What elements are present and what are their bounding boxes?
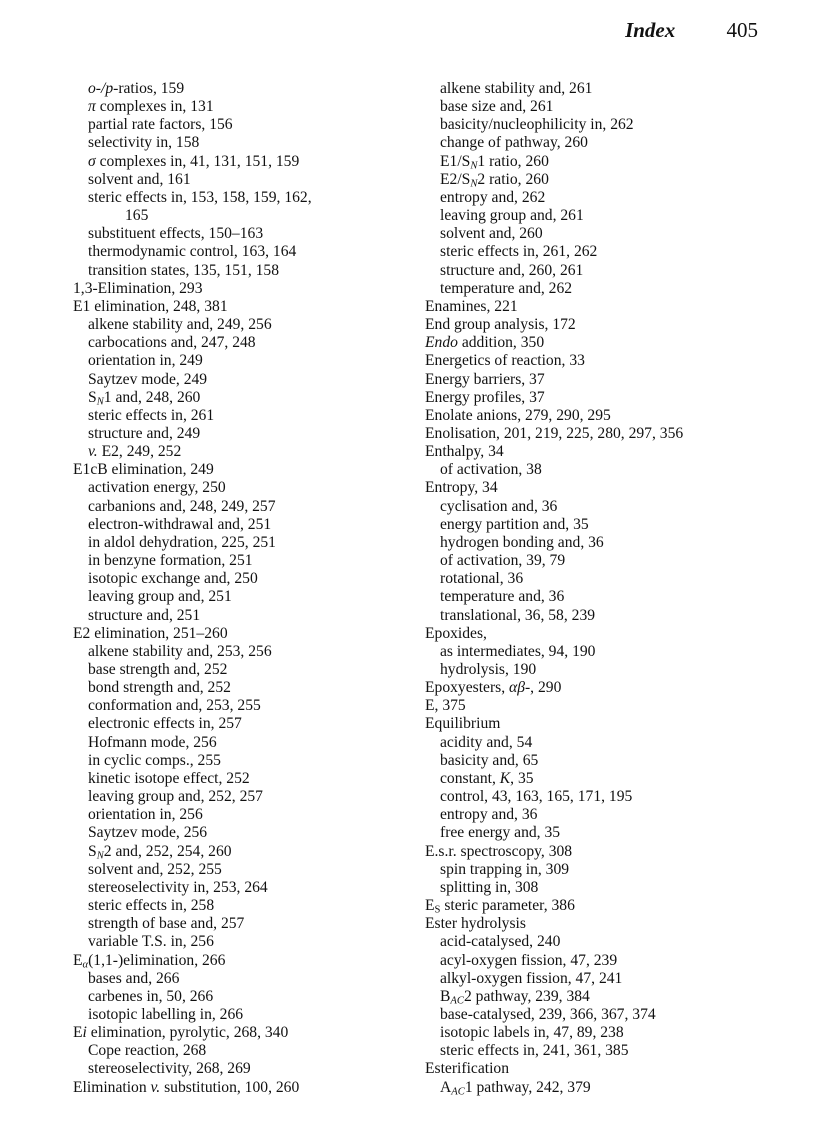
entry-text: Saytzev mode, 249 xyxy=(88,370,208,388)
index-subentry xyxy=(425,98,785,116)
index-subentry xyxy=(425,879,785,897)
entry-text: leaving group and, 251 xyxy=(88,588,232,606)
index-subentry xyxy=(425,643,785,661)
entry-text: complexes in, 131 xyxy=(95,98,214,116)
index-subentry xyxy=(73,316,403,334)
entry-text: selectivity in, 158 xyxy=(88,134,200,152)
index-subentry xyxy=(425,824,785,842)
entry-text: hydrogen bonding and, 36 xyxy=(440,533,604,551)
entry-text: solvent and, 161 xyxy=(88,170,191,188)
entry-text: temperature and, 36 xyxy=(440,588,565,606)
entry-text: in cyclic comps., 255 xyxy=(88,751,221,769)
index-subentry xyxy=(73,425,403,443)
running-header xyxy=(625,18,758,43)
index-subentry xyxy=(73,371,403,389)
index-column-right xyxy=(425,80,785,1097)
entry-text: alkyl-oxygen fission, 47, 241 xyxy=(440,969,623,987)
entry-text: Enolate anions, 279, 290, 295 xyxy=(425,406,611,424)
index-subentry xyxy=(425,116,785,134)
entry-text: complexes in, 41, 131, 151, 159 xyxy=(95,152,300,170)
entry-text: 165 xyxy=(125,207,149,225)
entry-text: constant, xyxy=(440,769,500,787)
entry-text: elimination, pyrolytic, 268, 340 xyxy=(86,1024,289,1042)
index-subentry xyxy=(425,988,785,1006)
index-entry xyxy=(73,461,403,479)
index-entry xyxy=(73,280,403,298)
index-subentry xyxy=(425,1024,785,1042)
entry-text: E2 elimination, 251–260 xyxy=(73,624,228,642)
entry-text: carbenes in, 50, 266 xyxy=(88,987,214,1005)
entry-text: solvent and, 252, 255 xyxy=(88,860,222,878)
entry-text: as intermediates, 94, 190 xyxy=(440,642,596,660)
entry-text: steric effects in, 241, 361, 385 xyxy=(440,1042,629,1060)
entry-text: base size and, 261 xyxy=(440,98,554,116)
entry-text: B xyxy=(440,987,451,1005)
index-entry xyxy=(425,407,785,425)
page-number: 405 xyxy=(726,18,758,42)
index-subentry xyxy=(73,897,403,915)
index-subentry xyxy=(425,1006,785,1024)
index-subentry xyxy=(73,806,403,824)
entry-text: i xyxy=(82,1024,87,1042)
index-subentry xyxy=(73,570,403,588)
index-subentry xyxy=(425,516,785,534)
entry-text: stereoselectivity, 268, 269 xyxy=(88,1060,251,1078)
entry-text: solvent and, 260 xyxy=(440,225,543,243)
entry-text: leaving group and, 261 xyxy=(440,207,584,225)
entry-text: π xyxy=(88,98,96,116)
entry-text: E.s.r. spectroscopy, 308 xyxy=(425,842,573,860)
entry-text: Endo xyxy=(425,334,458,352)
entry-text: hydrolysis, 190 xyxy=(440,661,537,678)
entry-text: addition, 350 xyxy=(457,334,545,352)
entry-text: steric parameter, 386 xyxy=(440,897,575,915)
index-entry xyxy=(73,952,403,970)
entry-text: Energetics of reaction, 33 xyxy=(425,352,585,370)
entry-text: isotopic labelling in, 266 xyxy=(88,1005,244,1023)
entry-text: Hofmann mode, 256 xyxy=(88,733,217,751)
index-subentry xyxy=(73,915,403,933)
entry-text: of activation, 39, 79 xyxy=(440,552,566,570)
index-subentry xyxy=(73,479,403,497)
entry-text: alkene stability and, 249, 256 xyxy=(88,316,272,334)
entry-text: in benzyne formation, 251 xyxy=(88,552,253,570)
index-entry xyxy=(425,334,785,352)
entry-text: Ester hydrolysis xyxy=(425,915,526,933)
index-subentry xyxy=(73,861,403,879)
entry-text: 2 pathway, 239, 384 xyxy=(463,987,590,1005)
index-subentry xyxy=(73,1006,403,1024)
index-entry xyxy=(425,389,785,407)
index-column-left xyxy=(73,80,403,1097)
entry-text: structure and, 249 xyxy=(88,424,201,442)
entry-text: (1,1-)elimination, 266 xyxy=(88,951,226,969)
entry-text: alkene stability and, 261 xyxy=(440,80,593,97)
index-subentry xyxy=(73,770,403,788)
index-subentry xyxy=(73,588,403,606)
entry-text: 1 pathway, 242, 379 xyxy=(464,1078,591,1096)
index-subentry xyxy=(425,952,785,970)
entry-text: Enamines, 221 xyxy=(425,297,518,315)
index-subentry xyxy=(425,262,785,280)
entry-text: activation energy, 250 xyxy=(88,479,226,497)
index-subentry xyxy=(425,498,785,516)
entry-text: carbocations and, 247, 248 xyxy=(88,334,256,352)
entry-text: Energy profiles, 37 xyxy=(425,388,545,406)
entry-text: acidity and, 54 xyxy=(440,733,533,751)
index-subentry xyxy=(425,80,785,98)
entry-text: E xyxy=(425,897,435,915)
entry-text: , 35 xyxy=(510,769,534,787)
entry-text: basicity/nucleophilicity in, 262 xyxy=(440,116,634,134)
index-subentry xyxy=(425,1079,785,1097)
index-subentry xyxy=(73,171,403,189)
index-subentry xyxy=(73,843,403,861)
entry-text: N xyxy=(96,396,104,408)
index-subentry xyxy=(73,389,403,407)
index-subentry xyxy=(425,243,785,261)
entry-text: E1cB elimination, 249 xyxy=(73,461,214,479)
entry-text: substitution, 100, 260 xyxy=(160,1078,300,1096)
index-entry xyxy=(73,625,403,643)
entry-text: strength of base and, 257 xyxy=(88,915,245,933)
entry-text: cyclisation and, 36 xyxy=(440,497,558,515)
index-subentry xyxy=(425,207,785,225)
index-entry xyxy=(425,425,785,443)
index-subentry xyxy=(425,861,785,879)
entry-text: steric effects in, 261 xyxy=(88,406,215,424)
entry-text: entropy and, 36 xyxy=(440,806,538,824)
index-entry xyxy=(425,479,785,497)
entry-text: steric effects in, 258 xyxy=(88,897,215,915)
entry-text: temperature and, 262 xyxy=(440,279,573,297)
index-subentry xyxy=(73,661,403,679)
entry-text: bond strength and, 252 xyxy=(88,679,231,697)
entry-text: base-catalysed, 239, 366, 367, 374 xyxy=(440,1005,656,1023)
index-subentry xyxy=(425,552,785,570)
entry-text: steric effects in, 153, 158, 159, 162, xyxy=(88,188,312,206)
entry-text: stereoselectivity in, 253, 264 xyxy=(88,878,268,896)
index-subentry xyxy=(73,225,403,243)
entry-text: 1 and, 248, 260 xyxy=(103,388,201,406)
index-subentry xyxy=(73,788,403,806)
entry-text: S xyxy=(434,904,441,916)
entry-text: kinetic isotope effect, 252 xyxy=(88,769,250,787)
index-entry xyxy=(425,352,785,370)
entry-text: AC xyxy=(450,995,464,1007)
entry-text: Entropy, 34 xyxy=(425,479,498,497)
index-subentry xyxy=(425,189,785,207)
entry-text: base strength and, 252 xyxy=(88,661,228,678)
index-subentry xyxy=(73,552,403,570)
entry-text: control, 43, 163, 165, 171, 195 xyxy=(440,788,633,806)
entry-text: orientation in, 249 xyxy=(88,352,203,370)
entry-text: 1,3-Elimination, 293 xyxy=(73,279,203,297)
entry-text: E2, 249, 252 xyxy=(97,443,182,461)
index-subentry xyxy=(73,752,403,770)
index-subentry xyxy=(73,80,403,98)
index-entry xyxy=(425,897,785,915)
entry-text: electronic effects in, 257 xyxy=(88,715,242,733)
entry-text: 1 ratio, 260 xyxy=(477,152,549,170)
index-subentry xyxy=(73,715,403,733)
index-subentry xyxy=(73,824,403,842)
index-subentry xyxy=(425,225,785,243)
index-subentry xyxy=(425,153,785,171)
entry-text: E1/S xyxy=(440,152,471,170)
index-subentry xyxy=(73,1060,403,1078)
index-subentry xyxy=(73,988,403,1006)
entry-text: N xyxy=(470,160,478,172)
index-subentry xyxy=(425,461,785,479)
entry-text: End group analysis, 172 xyxy=(425,316,576,334)
index-entry xyxy=(425,679,785,697)
entry-text: electron-withdrawal and, 251 xyxy=(88,515,272,533)
index-entry xyxy=(425,316,785,334)
entry-text: K xyxy=(499,769,511,787)
entry-text: E, 375 xyxy=(425,697,466,715)
index-subentry xyxy=(425,570,785,588)
entry-text: steric effects in, 261, 262 xyxy=(440,243,598,261)
index-subentry xyxy=(425,806,785,824)
entry-text: E xyxy=(73,1024,83,1042)
entry-text: of activation, 38 xyxy=(440,461,542,479)
entry-text: spin trapping in, 309 xyxy=(440,860,570,878)
index-subentry xyxy=(425,534,785,552)
index-entry xyxy=(425,298,785,316)
index-entry xyxy=(425,697,785,715)
index-subentry xyxy=(425,788,785,806)
index-entry xyxy=(73,1024,403,1042)
index-subentry xyxy=(73,933,403,951)
index-subentry xyxy=(73,643,403,661)
index-subentry xyxy=(425,607,785,625)
entry-text: N xyxy=(96,850,104,862)
entry-text: rotational, 36 xyxy=(440,570,524,588)
index-subentry xyxy=(73,697,403,715)
index-entry xyxy=(73,1079,403,1097)
index-subentry xyxy=(425,661,785,679)
index-subentry xyxy=(73,734,403,752)
index-subentry xyxy=(425,970,785,988)
entry-text: translational, 36, 58, 239 xyxy=(440,606,596,624)
entry-text: , 290 xyxy=(530,679,562,697)
index-subentry xyxy=(425,588,785,606)
entry-text: S xyxy=(88,842,97,860)
entry-text: change of pathway, 260 xyxy=(440,134,588,152)
index-entry xyxy=(425,915,785,933)
entry-text: Saytzev mode, 256 xyxy=(88,824,208,842)
index-subentry xyxy=(73,352,403,370)
index-entry xyxy=(73,298,403,316)
entry-text: E xyxy=(73,951,83,969)
index-subentry xyxy=(73,134,403,152)
index-subentry xyxy=(425,280,785,298)
index-subentry xyxy=(425,134,785,152)
entry-text: variable T.S. in, 256 xyxy=(88,933,214,951)
entry-text: σ xyxy=(88,152,96,170)
index-subentry xyxy=(73,189,403,207)
entry-text: structure and, 260, 261 xyxy=(440,261,584,279)
index-subentry xyxy=(73,443,403,461)
entry-text: partial rate factors, 156 xyxy=(88,116,233,134)
entry-text: carbanions and, 248, 249, 257 xyxy=(88,497,276,515)
index-subentry xyxy=(425,933,785,951)
entry-text: Epoxyesters, xyxy=(425,679,510,697)
index-entry xyxy=(425,843,785,861)
entry-text: Elimination xyxy=(73,1078,151,1096)
entry-text: v. xyxy=(150,1078,161,1096)
index-subentry xyxy=(425,171,785,189)
entry-text: structure and, 251 xyxy=(88,606,201,624)
index-entry xyxy=(425,625,785,643)
entry-text: o-/p- xyxy=(88,80,119,97)
entry-text: leaving group and, 252, 257 xyxy=(88,788,263,806)
index-subentry xyxy=(73,116,403,134)
entry-text: conformation and, 253, 255 xyxy=(88,697,261,715)
entry-text: alkene stability and, 253, 256 xyxy=(88,642,272,660)
entry-text: acid-catalysed, 240 xyxy=(440,933,561,951)
entry-text: Epoxides, xyxy=(425,624,487,642)
entry-text: Cope reaction, 268 xyxy=(88,1042,207,1060)
index-subentry xyxy=(73,879,403,897)
entry-text: energy partition and, 35 xyxy=(440,515,589,533)
entry-text: 2 ratio, 260 xyxy=(477,170,549,188)
entry-text: ratios, 159 xyxy=(118,80,185,97)
index-entry xyxy=(425,443,785,461)
entry-text: acyl-oxygen fission, 47, 239 xyxy=(440,951,618,969)
entry-text: bases and, 266 xyxy=(88,969,180,987)
entry-text: E1 elimination, 248, 381 xyxy=(73,297,228,315)
entry-text: 2 and, 252, 254, 260 xyxy=(103,842,232,860)
entry-text: Enolisation, 201, 219, 225, 280, 297, 356 xyxy=(425,424,684,442)
index-subentry xyxy=(73,1042,403,1060)
index-subentry xyxy=(73,262,403,280)
index-subentry xyxy=(425,734,785,752)
entry-text: N xyxy=(470,178,478,190)
entry-text: splitting in, 308 xyxy=(440,878,539,896)
entry-text: entropy and, 262 xyxy=(440,188,546,206)
index-subentry xyxy=(73,534,403,552)
index-entry xyxy=(425,1060,785,1078)
entry-text: isotopic labels in, 47, 89, 238 xyxy=(440,1024,624,1042)
entry-text: free energy and, 35 xyxy=(440,824,561,842)
entry-text: thermodynamic control, 163, 164 xyxy=(88,243,297,261)
index-subentry xyxy=(73,153,403,171)
entry-text: A xyxy=(440,1078,452,1096)
entry-text: Enthalpy, 34 xyxy=(425,443,504,461)
index-subentry xyxy=(73,98,403,116)
index-subentry xyxy=(425,752,785,770)
index-subentry xyxy=(425,1042,785,1060)
index-subentry xyxy=(73,970,403,988)
index-subentry xyxy=(73,207,403,225)
entry-text: in aldol dehydration, 225, 251 xyxy=(88,533,276,551)
index-entry xyxy=(425,715,785,733)
entry-text: v. xyxy=(88,443,98,461)
entry-text: E2/S xyxy=(440,170,471,188)
entry-text: basicity and, 65 xyxy=(440,751,539,769)
index-subentry xyxy=(73,679,403,697)
entry-text: transition states, 135, 151, 158 xyxy=(88,261,280,279)
entry-text: αβ- xyxy=(509,679,531,697)
index-entry xyxy=(425,371,785,389)
running-title: Index xyxy=(625,18,676,42)
entry-text: Equilibrium xyxy=(425,715,501,733)
index-subentry xyxy=(425,770,785,788)
entry-text: Energy barriers, 37 xyxy=(425,370,545,388)
index-subentry xyxy=(73,334,403,352)
entry-text: substituent effects, 150–163 xyxy=(88,225,264,243)
entry-text: Esterification xyxy=(425,1060,509,1078)
index-subentry xyxy=(73,407,403,425)
entry-text: AC xyxy=(451,1086,465,1098)
index-subentry xyxy=(73,498,403,516)
entry-text: S xyxy=(88,388,97,406)
entry-text: isotopic exchange and, 250 xyxy=(88,570,258,588)
index-subentry xyxy=(73,516,403,534)
index-subentry xyxy=(73,607,403,625)
index-subentry xyxy=(73,243,403,261)
entry-text: orientation in, 256 xyxy=(88,806,203,824)
entry-text: α xyxy=(82,959,89,971)
